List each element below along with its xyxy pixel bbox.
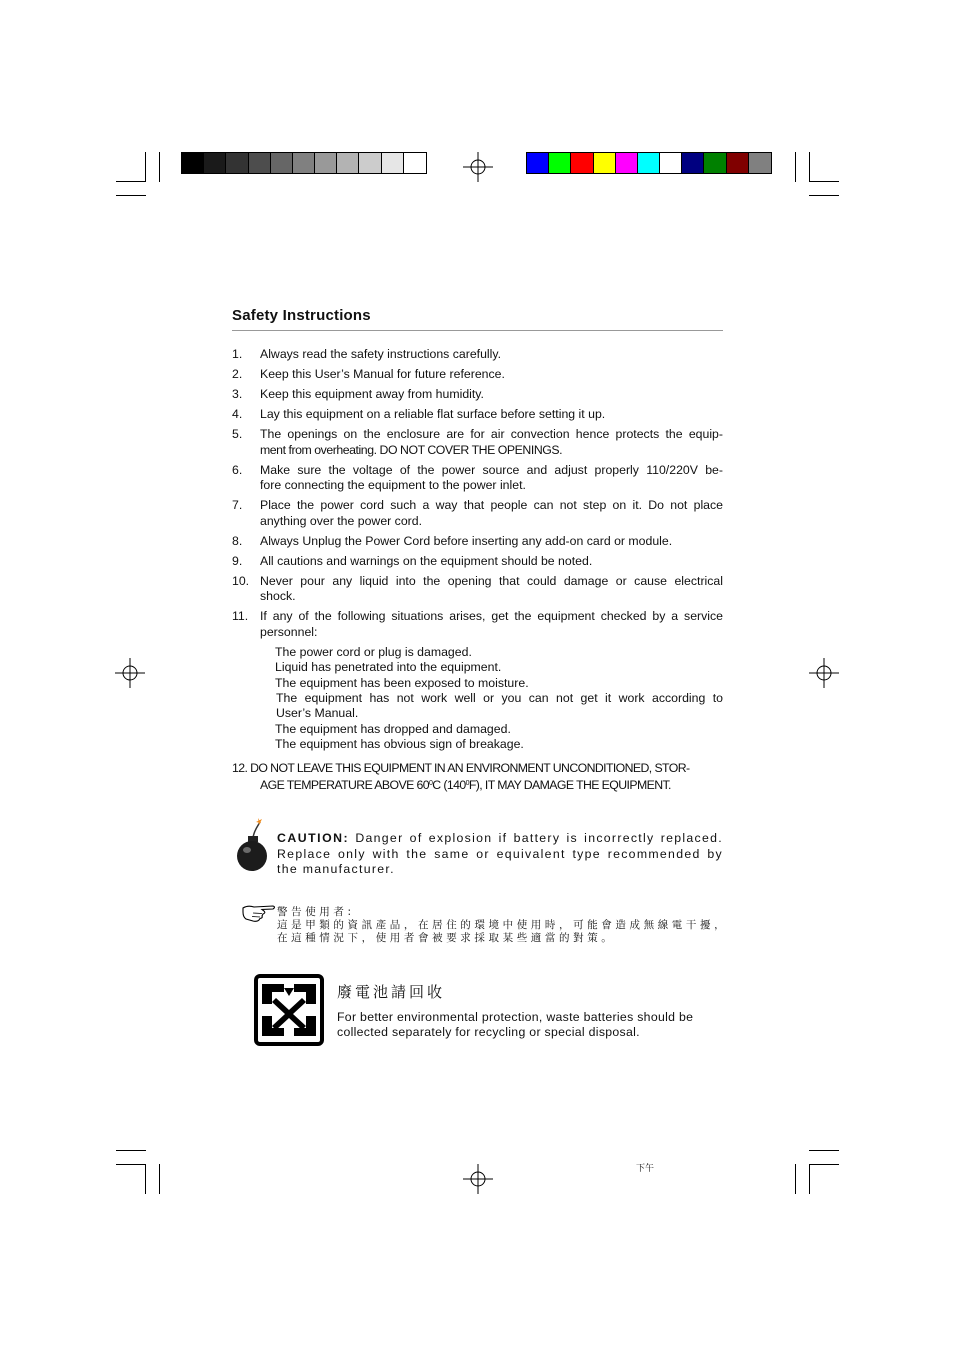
list-item-text: Keep this equipment away from humidity. bbox=[260, 386, 484, 401]
list-item-number: 1. bbox=[232, 347, 243, 361]
list-item-number: 8. bbox=[232, 533, 243, 548]
situation-item: The equipment has dropped and damaged. bbox=[275, 721, 511, 736]
pointing-hand-icon bbox=[242, 902, 276, 922]
color-swatch bbox=[616, 153, 638, 173]
list-item-text: The openings on the enclosure are for air convection hence protects the equip- ment from overheating. DO NOT COVER THE OPENINGS. bbox=[260, 426, 723, 457]
list-item-number: 11. bbox=[232, 609, 249, 624]
situation-item: The equipment has been exposed to moisture. bbox=[275, 675, 529, 690]
color-swatch bbox=[249, 153, 271, 173]
recycle-title: 廢電池請回收 bbox=[337, 983, 446, 1001]
grayscale-calibration-bar bbox=[181, 152, 427, 174]
list-item-number: 7. bbox=[232, 498, 243, 513]
list-item bbox=[232, 498, 723, 529]
bomb-icon bbox=[234, 816, 272, 874]
color-swatch bbox=[594, 153, 616, 173]
chinese-warning-line: 這是甲類的資訊產品，在居住的環境中使用時，可能會造成無線電干擾， bbox=[277, 919, 729, 931]
color-swatch bbox=[182, 153, 204, 173]
page-title: Safety Instructions bbox=[232, 307, 371, 324]
color-swatch bbox=[682, 153, 704, 173]
list-item-text: Always read the safety instructions carefully. bbox=[260, 347, 502, 361]
list-item-text: Lay this equipment on a reliable flat surface before setting it up. bbox=[260, 406, 606, 421]
list-item bbox=[232, 534, 723, 550]
color-swatch bbox=[382, 153, 404, 173]
list-item bbox=[232, 387, 723, 403]
color-swatch bbox=[404, 153, 426, 173]
list-item-number: 5. bbox=[232, 426, 243, 441]
title-rule bbox=[232, 330, 723, 331]
registration-target-icon bbox=[463, 152, 493, 182]
list-item-number: 4. bbox=[232, 406, 243, 421]
situation-item: User’s Manual. bbox=[276, 706, 359, 721]
safety-list bbox=[232, 347, 723, 753]
color-swatch bbox=[527, 153, 549, 173]
list-item bbox=[232, 609, 723, 640]
color-swatch bbox=[549, 153, 571, 173]
chinese-warning-line: 警告使用者: bbox=[277, 906, 355, 918]
color-swatch bbox=[749, 153, 771, 173]
list-item-number: 3. bbox=[232, 386, 243, 401]
color-swatch bbox=[638, 153, 660, 173]
list-item bbox=[232, 347, 723, 363]
registration-target-icon bbox=[809, 658, 839, 688]
page-footer: 下午 bbox=[636, 1164, 655, 1174]
list-item-text: All cautions and warnings on the equipment should be noted. bbox=[260, 553, 593, 568]
color-swatch bbox=[660, 153, 682, 173]
caution-text: CAUTION: Danger of explosion if battery is incorrectly replaced. Replace only with the same or equivalent type recommended by the manufacturer. bbox=[277, 831, 723, 877]
list-item bbox=[232, 427, 723, 458]
recycle-text bbox=[337, 1010, 693, 1039]
list-item-text: Never pour any liquid into the opening that could damage or cause electrical shock. bbox=[260, 573, 723, 604]
situation-item: The equipment has not work well or you can not get it work according to bbox=[276, 691, 723, 706]
battery-recycling-logo-icon bbox=[254, 974, 324, 1046]
list-item-number: 6. bbox=[232, 462, 243, 477]
color-swatch bbox=[271, 153, 293, 173]
list-item bbox=[232, 554, 723, 570]
color-swatch bbox=[359, 153, 381, 173]
color-swatch bbox=[571, 153, 593, 173]
item-12-line2: AGE TEMPERATURE ABOVE $60^0C$ $(140^0F)$, IT MAY DAMAGE THE EQUIPMENT. bbox=[260, 778, 671, 792]
list-item-text: If any of the following situations arises, get the equipment checked by a service personnel: bbox=[260, 609, 723, 639]
color-swatch bbox=[293, 153, 315, 173]
list-item-text: Keep this User’s Manual for future reference. bbox=[260, 366, 505, 381]
registration-target-icon bbox=[115, 658, 145, 688]
situations-list bbox=[275, 645, 723, 753]
situation-item: The power cord or plug is damaged. bbox=[275, 644, 472, 659]
color-swatch bbox=[704, 153, 726, 173]
list-item bbox=[232, 407, 723, 423]
item-12 bbox=[232, 760, 723, 793]
chinese-warning bbox=[277, 906, 728, 945]
registration-target-icon bbox=[463, 1164, 493, 1194]
list-item bbox=[232, 463, 723, 494]
list-item-text: Make sure the voltage of the power source and adjust properly 110/220V be- fore connecting the equipment to the power inlet. bbox=[260, 462, 723, 493]
color-swatch bbox=[204, 153, 226, 173]
color-calibration-bar bbox=[526, 152, 772, 174]
color-swatch bbox=[315, 153, 337, 173]
list-item-text: Place the power cord such a way that people can not step on it. Do not place anything over the power cord. bbox=[260, 498, 723, 528]
situation-item: Liquid has penetrated into the equipment. bbox=[275, 660, 502, 675]
recycle-text-line: collected separately for recycling or special disposal. bbox=[337, 1024, 640, 1039]
color-swatch bbox=[337, 153, 359, 173]
list-item-number: 2. bbox=[232, 366, 243, 381]
situation-item: The equipment has obvious sign of breakage. bbox=[275, 737, 524, 752]
list-item bbox=[232, 574, 723, 605]
color-swatch bbox=[226, 153, 248, 173]
list-item-text: Always Unplug the Power Cord before inserting any add-on card or module. bbox=[260, 533, 673, 548]
list-item-number: 9. bbox=[232, 553, 243, 568]
list-item bbox=[232, 367, 723, 383]
item-12-line1: 12. DO NOT LEAVE THIS EQUIPMENT IN AN ENVIRONMENT UNCONDITIONED, STOR- bbox=[232, 761, 690, 775]
color-swatch bbox=[727, 153, 749, 173]
chinese-warning-line: 在這種情況下，使用者會被要求採取某些適當的對策。 bbox=[277, 932, 616, 944]
recycle-text-line: For better environmental protection, waste batteries should be bbox=[337, 1010, 694, 1024]
list-item-number: 10. bbox=[232, 573, 250, 588]
